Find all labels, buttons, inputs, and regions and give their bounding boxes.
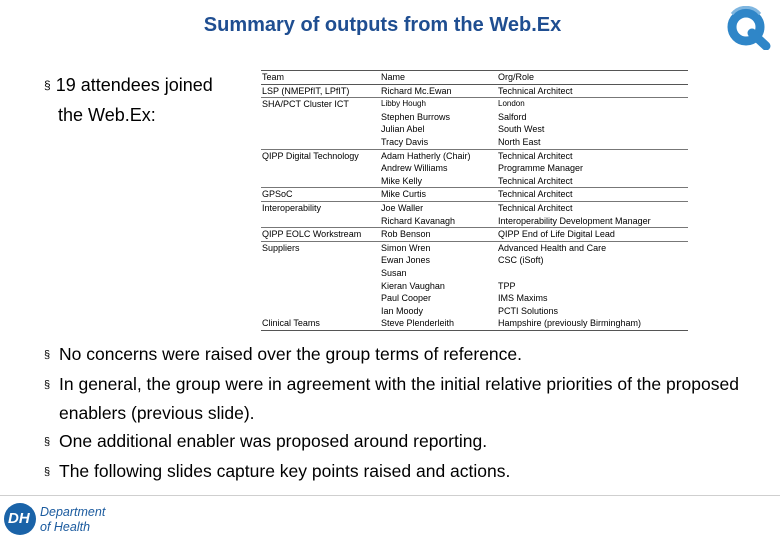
- attendees-table: [261, 70, 688, 331]
- bullet-item: [44, 340, 774, 370]
- cell-name: Mike Kelly: [380, 175, 497, 188]
- dh-emblem: [4, 503, 36, 535]
- cell-team: [261, 280, 380, 293]
- cell-team: [261, 162, 380, 175]
- dh-wordmark: [40, 505, 105, 535]
- table-row: [261, 188, 688, 202]
- cell-org: IMS Maxims: [498, 293, 548, 304]
- cell-org: TPP: [498, 280, 516, 291]
- cell-name: Steve Plenderleith: [380, 317, 497, 330]
- bullet-mark: §: [44, 78, 51, 92]
- bullet-mark: §: [44, 379, 51, 391]
- cell-name: Ian Moody: [381, 305, 424, 316]
- table-row: [261, 136, 688, 149]
- cell-org: QIPP End of Life Digital Lead: [497, 228, 688, 242]
- table-row: [261, 305, 688, 318]
- cell-name: Simon Wren: [381, 242, 431, 253]
- cell-org: Technical Architect: [498, 202, 573, 213]
- header-org-role: Org/Role: [497, 71, 688, 85]
- cell-org: Technical Architect: [497, 188, 688, 202]
- table-row: [261, 254, 688, 267]
- cell-name: Ewan Jones: [381, 255, 431, 266]
- cell-team: [261, 305, 380, 318]
- table-row: [261, 201, 688, 214]
- bullet-mark: §: [44, 349, 51, 361]
- footer-divider: [0, 495, 780, 496]
- attendees-text-line1: 19 attendees joined: [55, 75, 213, 95]
- cell-team: [261, 215, 380, 228]
- bullet-mark: §: [44, 466, 51, 478]
- department-of-health-logo: [4, 502, 122, 538]
- cell-name: Richard Kavanagh: [380, 215, 497, 228]
- header-team: Team: [261, 71, 380, 85]
- cell-org: Technical Architect: [498, 150, 573, 161]
- table-row: [261, 228, 688, 242]
- cell-name: Paul Cooper: [381, 293, 432, 304]
- attendees-text-line2: the Web.Ex:: [58, 105, 156, 125]
- table-row: [261, 267, 688, 280]
- table-row: [261, 149, 688, 162]
- bullet-item: [44, 457, 774, 487]
- cell-team: GPSoC: [261, 188, 380, 202]
- dh-wordmark-line1: Department: [40, 505, 106, 519]
- table-row: [261, 280, 688, 293]
- table-row: [261, 215, 688, 228]
- cell-name: Tracy Davis: [380, 136, 497, 149]
- cell-team: Clinical Teams: [261, 317, 380, 330]
- header-name: Name: [380, 71, 497, 85]
- cell-team: [261, 292, 380, 305]
- cell-team: QIPP Digital Technology: [262, 150, 359, 161]
- cell-team: [261, 123, 380, 136]
- table-row: [261, 123, 688, 136]
- cell-team: LSP (NMEPfIT, LPfIT): [261, 84, 380, 98]
- cell-name: Andrew Williams: [381, 163, 448, 174]
- bullet-item: [44, 427, 774, 457]
- cell-team: [261, 111, 380, 124]
- cell-team: [261, 175, 380, 188]
- table-row: [261, 98, 688, 111]
- cell-team: SHA/PCT Cluster ICT: [262, 99, 349, 110]
- bullet-text: The following slides capture key points raised and actions.: [59, 461, 511, 481]
- bullet-item: [44, 370, 774, 427]
- cell-name: Rob Benson: [380, 228, 497, 242]
- slide-title: Summary of outputs from the Web.Ex: [203, 14, 562, 36]
- cell-name: Libby Hough: [381, 99, 426, 109]
- cell-org: Technical Architect: [497, 84, 688, 98]
- cell-org: South West: [498, 124, 545, 135]
- cell-name: Adam Hatherly (Chair): [381, 150, 471, 161]
- cell-org: London: [498, 99, 525, 109]
- bullet-text: One additional enabler was proposed around reporting.: [59, 431, 488, 451]
- table-row: [261, 84, 688, 98]
- cell-name: Susan: [381, 267, 407, 278]
- table-header-row: [261, 71, 688, 85]
- bullet-text: No concerns were raised over the group terms of reference.: [59, 344, 522, 364]
- dh-initials: DH: [8, 510, 30, 527]
- table-row: [261, 175, 688, 188]
- table-row: [261, 162, 688, 175]
- summary-bullets: [44, 340, 774, 487]
- cell-team: QIPP EOLC Workstream: [261, 228, 380, 242]
- cell-org: Salford: [498, 111, 527, 122]
- table-row: [261, 317, 688, 330]
- attendees-bullet: [44, 70, 249, 130]
- cell-name: Richard Mc.Ewan: [380, 84, 497, 98]
- table-row: [261, 241, 688, 254]
- table-row: [261, 111, 688, 124]
- q-logo-icon: [722, 6, 774, 50]
- cell-name: Stephen Burrows: [381, 111, 451, 122]
- cell-org: Technical Architect: [497, 175, 688, 188]
- cell-team: [261, 136, 380, 149]
- cell-org: Programme Manager: [498, 163, 584, 174]
- cell-org: Advanced Health and Care: [498, 242, 607, 253]
- cell-org: North East: [497, 136, 688, 149]
- cell-team: Suppliers: [262, 242, 300, 253]
- dh-wordmark-line2: of Health: [40, 520, 91, 534]
- cell-org: PCTI Solutions: [498, 305, 559, 316]
- bullet-text: In general, the group were in agreement with the initial relative priorities of the proposed enablers (previous slide).: [59, 374, 739, 423]
- cell-name: Kieran Vaughan: [381, 280, 445, 291]
- cell-team: Interoperability: [262, 202, 322, 213]
- cell-org: [497, 267, 688, 280]
- cell-name: Julian Abel: [381, 124, 425, 135]
- cell-org: CSC (iSoft): [498, 255, 544, 266]
- cell-team: [261, 267, 380, 280]
- cell-name: Mike Curtis: [380, 188, 497, 202]
- table-row: [261, 292, 688, 305]
- cell-team: [261, 254, 380, 267]
- bullet-mark: §: [44, 436, 51, 448]
- cell-name: Joe Waller: [381, 202, 424, 213]
- cell-org: Interoperability Development Manager: [497, 215, 688, 228]
- cell-org: Hampshire (previously Birmingham): [497, 317, 688, 330]
